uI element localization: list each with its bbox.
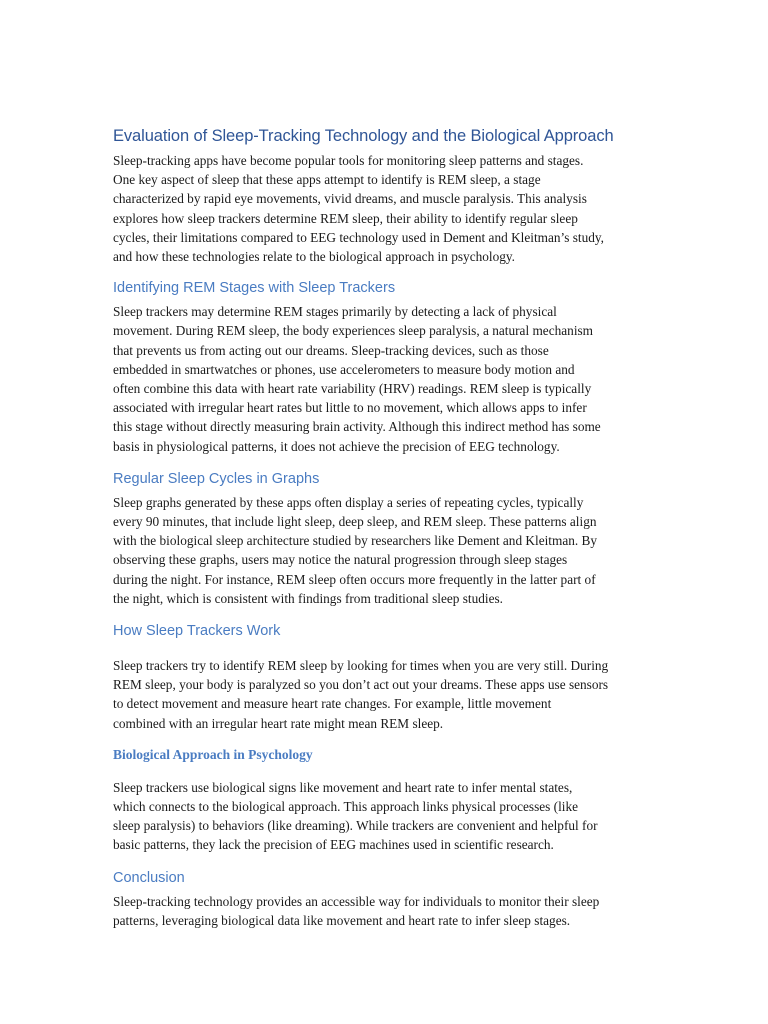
paragraph-line: movement. During REM sleep, the body experiences sleep paralysis, a natural mechanism — [113, 323, 594, 339]
paragraph-line: that prevents us from acting out our dreams. Sleep-tracking devices, such as those — [113, 342, 549, 358]
section-heading-how-trackers-work: How Sleep Trackers Work — [113, 623, 281, 640]
intro-line: One key aspect of sleep that these apps attempt to identify is REM sleep, a stage — [113, 172, 541, 188]
paragraph-line: Sleep graphs generated by these apps often display a series of repeating cycles, typically — [113, 494, 584, 510]
document-title: Evaluation of Sleep-Tracking Technology and the Biological Approach — [113, 127, 614, 145]
section-paragraph-how-trackers-work — [113, 656, 658, 733]
paragraph-line: patterns, leveraging biological data like movement and heart rate to infer sleep stages. — [113, 912, 571, 928]
section-paragraph-sleep-cycles — [113, 493, 658, 608]
paragraph-line: to detect movement and measure heart rate changes. For example, little movement — [113, 696, 552, 712]
paragraph-line: associated with irregular heart rates but little to no movement, which allows apps to infer — [113, 400, 587, 416]
intro-line: and how these technologies relate to the biological approach in psychology. — [113, 249, 515, 265]
paragraph-line: basis in physiological patterns, it does not achieve the precision of EEG technology. — [113, 438, 560, 454]
section-paragraph-biological-approach — [113, 778, 658, 855]
intro-line: cycles, their limitations compared to EEG technology used in Dement and Kleitman’s study, — [113, 229, 605, 245]
section-paragraph-conclusion — [113, 892, 658, 930]
paragraph-line: the night, which is consistent with findings from traditional sleep studies. — [113, 590, 503, 606]
paragraph-line: which connects to the biological approach. This approach links physical processes (like — [113, 799, 579, 815]
paragraph-line: Sleep trackers may determine REM stages primarily by detecting a lack of physical — [113, 304, 557, 320]
paragraph-line: embedded in smartwatches or phones, use accelerometers to measure body motion and — [113, 361, 575, 377]
intro-paragraph — [113, 151, 658, 266]
paragraph-line: observing these graphs, users may notice the natural progression through sleep stages — [113, 552, 568, 568]
paragraph-line: REM sleep, your body is paralyzed so you don’t act out your dreams. These apps use sensors — [113, 677, 609, 693]
paragraph-line: Sleep trackers use biological signs like movement and heart rate to infer mental states, — [113, 779, 573, 795]
section-paragraph-identifying-rem — [113, 302, 658, 456]
section-heading-biological-approach: Biological Approach in Psychology — [113, 746, 313, 762]
paragraph-line: basic patterns, they lack the precision of EEG machines used in scientific research. — [113, 837, 554, 853]
paragraph-line: combined with an irregular heart rate might mean REM sleep. — [113, 715, 444, 731]
paragraph-line: often combine this data with heart rate variability (HRV) readings. REM sleep is typically — [113, 381, 592, 397]
intro-line: characterized by rapid eye movements, vivid dreams, and muscle paralysis. This analysis — [113, 191, 587, 207]
section-heading-identifying-rem: Identifying REM Stages with Sleep Trackers — [113, 280, 396, 297]
section-heading-sleep-cycles: Regular Sleep Cycles in Graphs — [113, 470, 320, 487]
paragraph-line: with the biological sleep architecture studied by researchers like Dement and Kleitman. By — [113, 533, 598, 549]
paragraph-line: Sleep-tracking technology provides an accessible way for individuals to monitor their sleep — [113, 893, 600, 909]
section-heading-conclusion: Conclusion — [113, 869, 185, 886]
paragraph-line: every 90 minutes, that include light sleep, deep sleep, and REM sleep. These patterns align — [113, 514, 597, 530]
intro-line: explores how sleep trackers determine REM sleep, their ability to identify regular sleep — [113, 210, 578, 226]
paragraph-line: during the night. For instance, REM sleep often occurs more frequently in the latter part of — [113, 571, 596, 587]
intro-line: Sleep-tracking apps have become popular tools for monitoring sleep patterns and stages. — [113, 153, 584, 168]
paragraph-line: Sleep trackers try to identify REM sleep by looking for times when you are very still. During — [113, 658, 609, 674]
paragraph-line: this stage without directly measuring brain activity. Although this indirect method has some — [113, 419, 601, 435]
document-page — [113, 124, 658, 930]
paragraph-line: sleep paralysis) to behaviors (like dreaming). While trackers are convenient and helpful for — [113, 818, 598, 834]
